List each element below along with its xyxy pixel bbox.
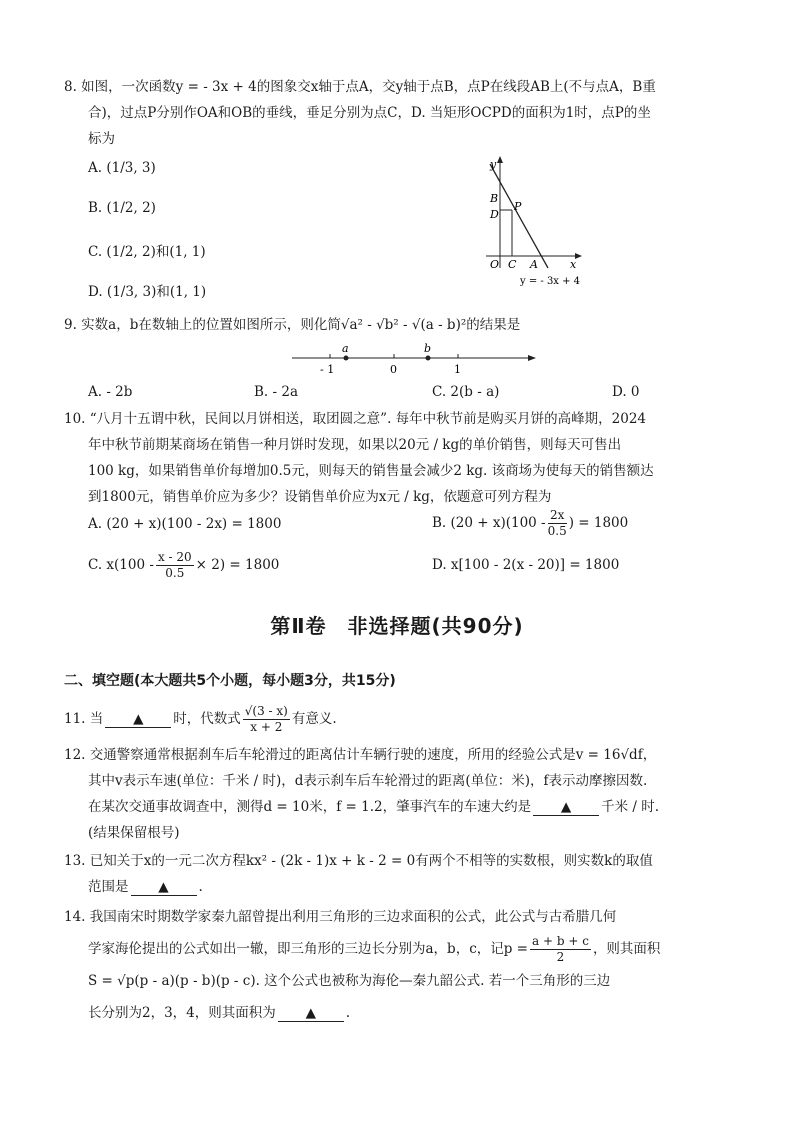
q11-mid: 时，代数式 [173,711,241,727]
q10-option-b-fraction [548,508,567,539]
q8-option-d: D. (1/3, 3)和(1, 1) [88,284,207,300]
q14-line2-post: ，则其面积 [592,941,661,957]
label-a: A [530,258,538,271]
q12-line4: (结果保留根号) [88,825,180,841]
q10-option-b-pre: B. (20 + x)(100 - [432,515,546,531]
q12-line3-pre: 在某次交通事故调查中，测得d = 10米，f = 1.2，肇事汽车的车速大约是 [88,799,532,815]
q9-option-d: D. 0 [612,384,640,400]
label-neg1: - 1 [320,363,335,376]
graph-equation: y = - 3x + 4 [520,276,581,287]
q11-post: 有意义. [291,711,337,727]
q11-pre: 11. 当 [64,711,104,727]
point-a [344,356,349,361]
label-b: B [490,192,499,205]
q11-blank[interactable]: ▲ [105,711,171,728]
q13-line2 [88,874,203,900]
q12-line3 [88,794,659,820]
q13-line2-post: . [198,879,203,895]
q8-line2: 合)，过点P分别作OA和OB的垂线，垂足分别为点C，D. 当矩形OCPD的面积为1时，点P的坐 [88,105,651,121]
q9-text: 9. 实数a，b在数轴上的位置如图所示，则化简√a² - √b² - √(a - b)²的结果是 [64,317,521,333]
q8-option-b: B. (1/2, 2) [88,200,156,216]
label-b: b [424,342,432,355]
q10-option-b [432,508,628,539]
q9-option-b: B. - 2a [254,384,298,400]
frac-num: x - 20 [157,550,192,564]
frac-den: 0.5 [547,524,567,538]
frac-num: a + b + c [532,934,589,948]
q10-option-c [88,550,279,581]
q12-line1: 12. 交通警察通常根据刹车后车轮滑过的距离估计车辆行驶的速度，所用的经验公式是v = 16√df， [64,747,657,763]
q10-line4: 到1800元，销售单价应为多少？设销售单价应为x元 / kg，依题意可列方程为 [88,489,552,505]
label-one: 1 [454,363,461,376]
label-d: D [490,208,499,221]
frac-den: 2 [556,950,565,964]
q13-line2-pre: 范围是 [88,879,129,895]
q9-option-c: C. 2(b - a) [432,384,500,400]
label-a: a [342,342,349,355]
q14-blank[interactable]: ▲ [278,1005,344,1022]
frac-num: √(3 - x) [244,704,288,718]
frac-den: x + 2 [250,720,283,734]
label-o: O [490,258,500,271]
q14-line4-pre: 长分别为2，3，4，则其面积为 [88,1005,276,1021]
q11-fraction [243,704,290,735]
q10-option-a: A. (20 + x)(100 - 2x) = 1800 [88,516,282,532]
q8-option-c: C. (1/2, 2)和(1, 1) [88,244,206,260]
q10-line3: 100 kg，如果销售单价每增加0.5元，则每天的销售量会减少2 kg. 该商场为使每天的销售额达 [88,463,654,479]
frac-den: 0.5 [165,566,185,580]
q8-graph-figure [478,150,618,292]
q10-option-d: D. x[100 - 2(x - 20)] = 1800 [432,557,620,573]
q12-line3-post: 千米 / 时. [601,799,660,815]
frac-num: 2x [548,508,567,524]
q12-line2: 其中v表示车速(单位：千米 / 时)，d表示刹车后车轮滑过的距离(单位：米)，f表示动摩擦因数. [88,773,648,789]
q10-option-c-pre: C. x(100 - [88,557,154,573]
point-b [426,356,431,361]
q9-option-a: A. - 2b [88,384,133,400]
q10-option-b-post: ) = 1800 [568,515,629,531]
section2-heading: 二、填空题(本大题共5个小题，每小题3分，共15分) [64,673,396,689]
q8-line3: 标为 [88,131,115,147]
y-axis-arrow [497,156,503,163]
q9-number-line [290,342,540,376]
label-y: y [490,158,497,171]
q11 [64,704,337,735]
q14-line4-post: . [345,1005,351,1021]
q8-option-a: A. (1/3, 3) [88,160,156,176]
q10-option-c-fraction [156,550,194,581]
q13-blank[interactable]: ▲ [131,879,197,896]
q13-line1: 13. 已知关于x的一元二次方程kx² - (2k - 1)x + k - 2 = 0有两个不相等的实数根，则实数k的取值 [64,853,653,869]
q10-option-c-post: × 2) = 1800 [195,557,280,573]
q14-fraction [530,934,591,965]
q14-line3: S = √p(p - a)(p - b)(p - c). 这个公式也被称为海伦—秦九韶公式. 若一个三角形的三边 [88,973,611,989]
q14-line4 [88,1000,350,1026]
q14-line2-pre: 学家海伦提出的公式如出一辙，即三角形的三边长分别为a，b，c，记p = [88,941,528,957]
q10-line2: 年中秋节前期某商场在销售一种月饼时发现，如果以20元 / kg的单价销售，则每天可售出 [88,437,622,453]
q12-blank[interactable]: ▲ [533,799,599,816]
number-line-arrow [528,355,536,361]
q8-line1: 8. 如图，一次函数y = - 3x + 4的图象交x轴于点A，交y轴于点B，点P在线段AB上(不与点A，B重 [64,79,656,95]
q14-line1: 14. 我国南宋时期数学家秦九韶曾提出利用三角形的三边求面积的公式，此公式与古希腊几何 [64,909,617,925]
part2-title: 第Ⅱ卷 非选择题(共90分) [270,614,524,638]
label-c: C [508,258,517,271]
label-x: x [570,258,577,271]
label-zero: 0 [390,363,397,376]
q10-line1: 10. “八月十五谓中秋，民间以月饼相送，取团圆之意”. 每年中秋节前是购买月饼的高峰期，2024 [64,411,647,427]
q14-line2 [88,934,660,965]
label-p: P [514,200,522,213]
